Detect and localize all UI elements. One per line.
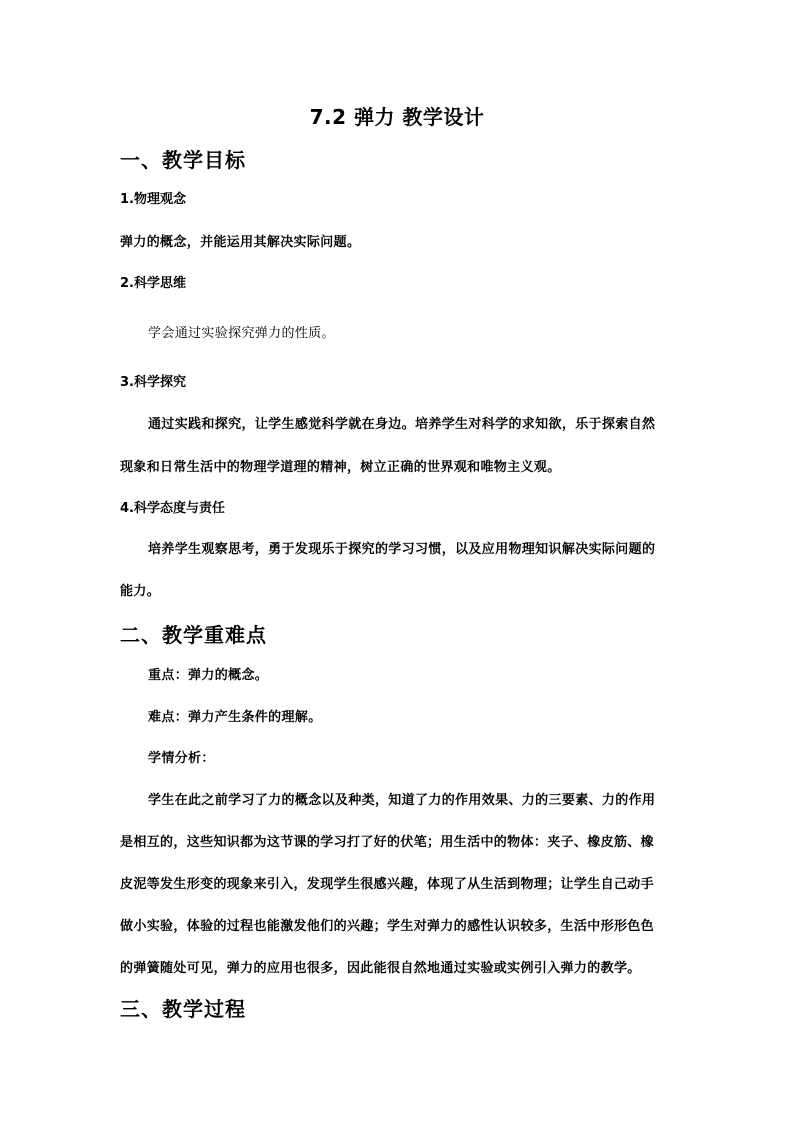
paragraph-scientific-thinking: 学会通过实验探究弹力的性质。 (148, 326, 335, 341)
analysis-line-5: 的弹簧随处可见，弹力的应用也很多，因此能很自然地通过实验或实例引入弹力的教学。 (120, 961, 641, 976)
analysis-line-4: 做小实验，体验的过程也能激发他们的兴趣；学生对弹力的感性认识较多，生活中形形色色 (120, 919, 655, 934)
document-title: 7.2 弹力 教学设计 (309, 105, 485, 129)
paragraph-scientific-inquiry-line-1: 通过实践和探究，让学生感觉科学就在身边。培养学生对科学的求知欲，乐于探索自然 (148, 417, 656, 432)
analysis-line-3: 皮泥等发生形变的现象来引入，发现学生很感兴趣，体现了从生活到物理；让学生自己动手 (120, 877, 655, 892)
paragraph-attitude-line-1: 培养学生观察思考，勇于发现乐于探究的学习习惯，以及应用物理知识解决实际问题的 (148, 542, 656, 557)
subheading-physics-concept: 1.物理观念 (120, 192, 186, 207)
section-heading-key-difficult-points: 二、教学重难点 (120, 623, 267, 647)
paragraph-physics-concept: 弹力的概念，并能运用其解决实际问题。 (120, 235, 361, 250)
section-heading-teaching-process: 三、教学过程 (120, 997, 246, 1021)
student-analysis-label: 学情分析： (148, 751, 215, 766)
subheading-scientific-thinking: 2.科学思维 (120, 276, 186, 291)
key-point-text: 重点：弹力的概念。 (148, 668, 269, 683)
subheading-scientific-inquiry: 3.科学探究 (120, 375, 186, 390)
analysis-line-2: 是相互的，这些知识都为这节课的学习打了好的伏笔；用生活中的物体：夹子、橡皮筋、橡 (120, 835, 655, 850)
subheading-attitude-responsibility: 4.科学态度与责任 (120, 501, 225, 516)
paragraph-attitude-line-2: 能力。 (120, 584, 161, 599)
analysis-line-1: 学生在此之前学习了力的概念以及种类，知道了力的作用效果、力的三要素、力的作用 (148, 793, 656, 808)
difficulty-text: 难点：弹力产生条件的理解。 (148, 710, 322, 725)
paragraph-scientific-inquiry-line-2: 现象和日常生活中的物理学道理的精神，树立正确的世界观和唯物主义观。 (120, 460, 561, 475)
section-heading-teaching-objectives: 一、教学目标 (120, 148, 246, 172)
